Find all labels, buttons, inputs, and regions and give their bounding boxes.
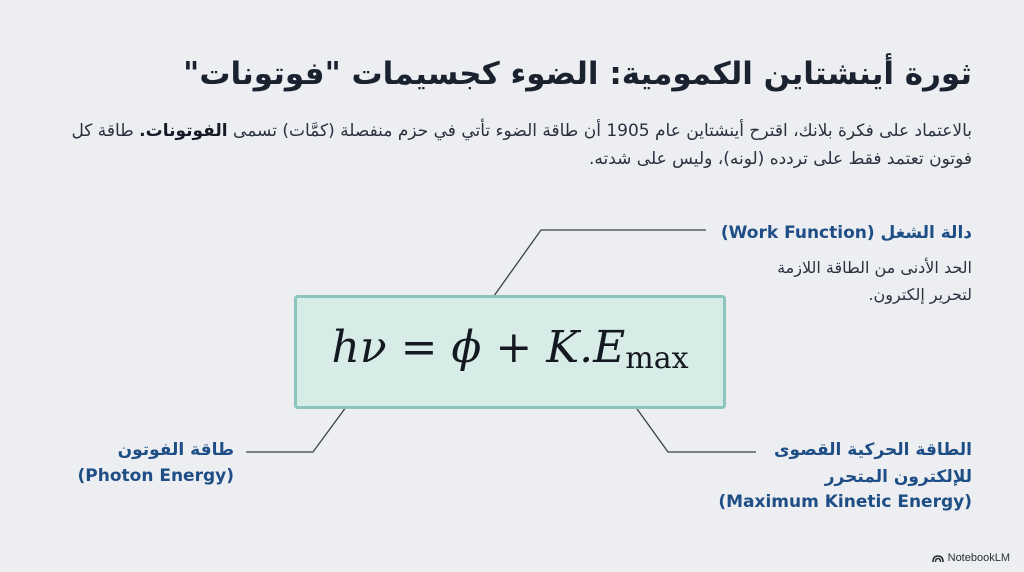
photon-energy-english: (Photon Energy) (77, 466, 234, 486)
photoelectric-equation (297, 322, 723, 376)
brand-name: NotebookLM (947, 552, 1010, 564)
work-function-desc-line1: الحد الأدنى من الطاقة اللازمة (777, 258, 972, 277)
eq-subscript-max: max (625, 341, 689, 376)
kinetic-energy-english: (Maximum Kinetic Energy) (718, 492, 972, 512)
eq-plus: + (481, 322, 547, 373)
kinetic-energy-title-line2: للإلكترون المتحرر (824, 467, 972, 487)
intro-text-end: طاقة كل فوتون تعتمد فقط على تردده (لونه)، وليس على شدته. (71, 121, 972, 169)
eq-work-function: ϕ (451, 322, 482, 373)
kinetic-energy-title-line1: الطاقة الحركية القصوى (773, 440, 972, 460)
equation-box (294, 295, 726, 409)
photon-energy-title: طاقة الفوتون (117, 440, 234, 460)
work-function-desc-line2: لتحرير إلكترون. (868, 285, 972, 304)
intro-bold-term: الفوتونات. (139, 121, 228, 141)
brand-watermark (932, 552, 1010, 564)
eq-kinetic-term: K.E (546, 322, 626, 373)
intro-paragraph (42, 117, 972, 173)
eq-equals: = (386, 322, 452, 373)
eq-photon-term: hν (331, 322, 387, 373)
intro-text: بالاعتماد على فكرة بلانك، اقترح أينشتاين عام 1905 أن طاقة الضوء تأتي في حزم منفصلة (كمَّات) تسمى (227, 121, 972, 141)
work-function-title: دالة الشغل (Work Function) (720, 223, 972, 243)
work-function-description (672, 254, 972, 308)
notebooklm-logo-icon (932, 554, 944, 563)
page-title: ثورة أينشتاين الكمومية: الضوء كجسيمات "فوتونات" (183, 56, 972, 92)
